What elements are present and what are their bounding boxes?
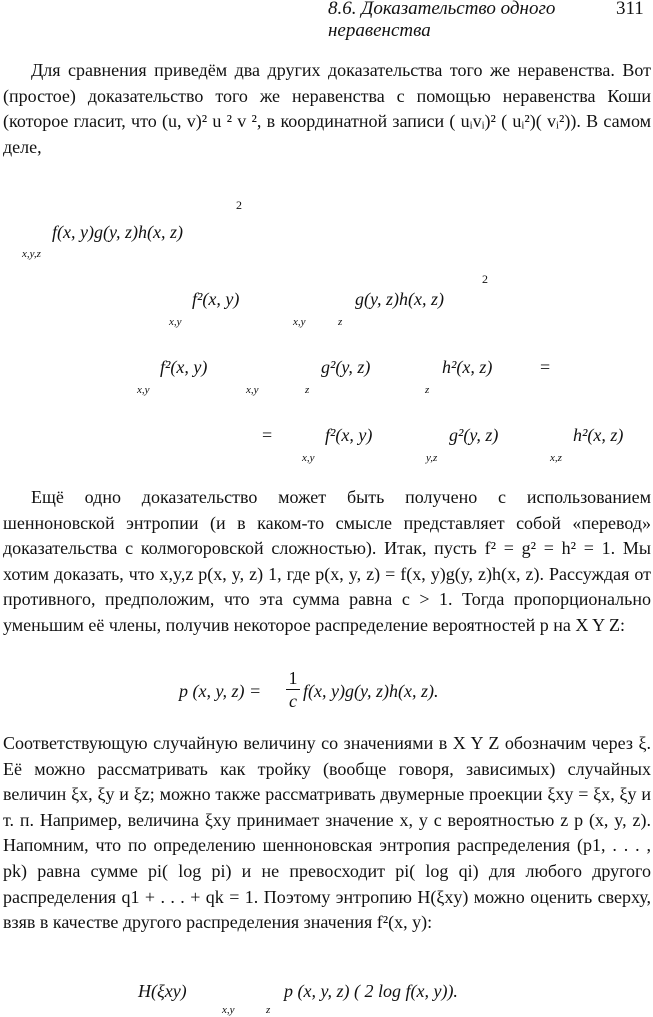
- eq1-line3-h-sum-index: z: [425, 384, 430, 396]
- eq1-line4-h-sum-index: x,z: [550, 452, 562, 464]
- eq3-outer-sum-index: x,y: [222, 1004, 235, 1016]
- eq1-line4-equals: =: [262, 425, 273, 445]
- eq2-fraction-bar: [286, 689, 300, 690]
- eq2-lhs: p (x, y, z) =: [179, 681, 262, 701]
- eq2-rhs: f(x, y)g(y, z)h(x, z).: [303, 681, 439, 701]
- paragraph-random-variable: Соответствующую случайную величину со значениями в X Y Z обозначим через ξ. Её можно рассматривать как тройку (вообще говоря, зависимых) случайных величин ξx, ξy и ξz; можно также рассматривать двумерные проекции ξxy = ξx, ξy и т. п. Например, величина ξxy принимает значение x, y с вероятностью z p (x, y, z). Напомним, что по определению шенноновская энтропия распределения (p1, . . . , pk) равна сумме pi( log pi) и не превосходит pi( log qi) для любого другого распределения q1 + . . . + qk = 1. Поэтому энтропию H(ξxy) можно оценить сверху, взяв в качестве другого распределения значения f²(x, y):: [3, 733, 651, 933]
- eq1-line1-sum-index: x,y,z: [22, 248, 41, 260]
- paragraph-cauchy-intro: Для сравнения приведём два других доказательства того же неравенства. Вот (простое) доказательство того же неравенства с помощью неравенства Коши (которое гласит, что (u, v)² u ² v ², в координатной записи ( uᵢvᵢ)² ( uᵢ²)( vᵢ²)). В самом деле,: [3, 60, 651, 157]
- eq1-line4-f-sum-index: x,y: [302, 452, 315, 464]
- page-number: 311: [616, 0, 644, 19]
- eq1-line3-g-term: g²(y, z): [321, 357, 371, 377]
- running-header: [0, 0, 653, 41]
- eq1-line3-f-term: f²(x, y): [160, 357, 208, 377]
- eq1-line2-gh-term: g(y, z)h(x, z): [355, 289, 444, 309]
- eq3-inner-sum-index: z: [266, 1004, 271, 1016]
- eq1-line3-equals: =: [540, 357, 551, 377]
- eq3-lhs: H(ξxy): [138, 981, 187, 1001]
- eq1-line2-f-term: f²(x, y): [192, 289, 240, 309]
- eq1-line2-inner-sum-index: z: [338, 316, 343, 328]
- eq1-line4-f-term: f²(x, y): [325, 425, 373, 445]
- eq1-line4-g-term: g²(y, z): [449, 425, 499, 445]
- eq1-line2-f-sum-index: x,y: [169, 316, 182, 328]
- eq2-fraction: [286, 668, 300, 711]
- eq1-line2-outer-sum-index: x,y: [293, 316, 306, 328]
- eq1-line4-h-term: h²(x, z): [573, 425, 624, 445]
- eq1-line3-outer-sum-index: x,y: [246, 384, 259, 396]
- eq1-line3-f-sum-index: x,y: [137, 384, 150, 396]
- paragraph-entropy-proof: Ещё одно доказательство может быть получено с использованием шенноновской энтропии (и в каком-то смысле представляет собой «перевод» доказательства с колмогоровской сложностью). Итак, пусть f² = g² = h² = 1. Мы хотим доказать, что x,y,z p(x, y, z) 1, где p(x, y, z) = f(x, y)g(y, z)h(x, z). Рассуждая от противного, предположим, что эта сумма равна c > 1. Тогда пропорционально уменьшим её члены, получив некоторое распределение вероятностей p на X Y Z:: [3, 487, 651, 635]
- eq1-line1-exponent: 2: [236, 198, 242, 212]
- eq1-line1-expr: f(x, y)g(y, z)h(x, z): [52, 222, 183, 242]
- eq2-fraction-denominator: c: [289, 691, 297, 711]
- section-title: 8.6. Доказательство одного неравенства: [328, 0, 556, 41]
- eq1-line4-g-sum-index: y,z: [426, 452, 438, 464]
- eq1-line3-h-term: h²(x, z): [442, 357, 493, 377]
- eq2-fraction-numerator: 1: [288, 668, 298, 688]
- eq1-line3-g-sum-index: z: [305, 384, 310, 396]
- eq1-line2-exponent: 2: [482, 272, 488, 286]
- eq3-rhs: p (x, y, z) ( 2 log f(x, y)).: [284, 981, 458, 1001]
